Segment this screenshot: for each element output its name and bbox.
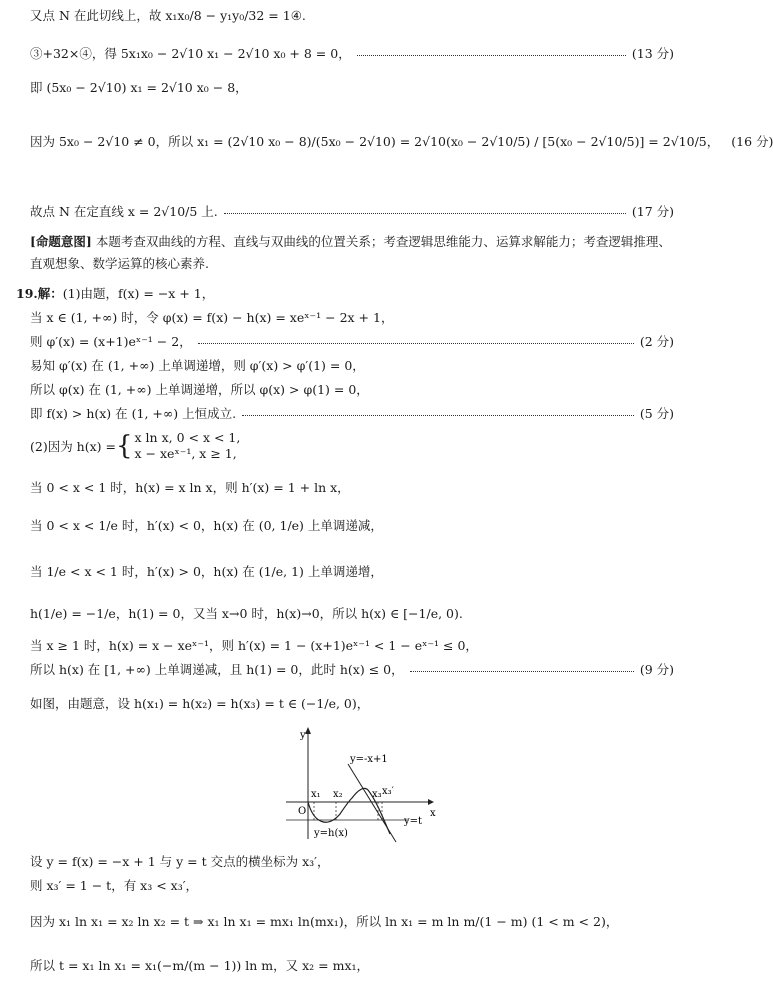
q19-range-h: h(1/e) = −1/e，h(1) = 0，又当 x→0 时，h(x)→0，所以 h(x) ∈ [−1/e, 0). bbox=[30, 606, 463, 621]
score-5: (5 分) bbox=[639, 406, 674, 421]
q19-intersection-def: 设 y = f(x) = −x + 1 与 y = t 交点的横坐标为 x₃′， bbox=[30, 854, 330, 869]
q19-number: 19. bbox=[16, 285, 38, 301]
line-conclusion-fixed-line: 故点 N 在定直线 x = 2√10/5 上. (17 分) bbox=[30, 204, 674, 219]
t-line-label: y=t bbox=[404, 816, 423, 827]
q19-t-expression: 所以 t = x₁ ln x₁ = x₁(−m/(m − 1)) ln m，又 x₂ = mx₁， bbox=[30, 958, 370, 973]
y-axis-arrow-icon bbox=[305, 727, 311, 734]
piecewise-cases: x ln x, 0 < x < 1, x − xeˣ⁻¹, x ≥ 1, bbox=[134, 430, 241, 461]
line-rearranged: 即 (5x₀ − 2√10) x₁ = 2√10 x₀ − 8， bbox=[30, 80, 248, 95]
score-17: (17 分) bbox=[631, 204, 674, 219]
score-9: (9 分) bbox=[639, 662, 674, 677]
q19-phi-increasing: 易知 φ′(x) 在 (1, +∞) 上单调递增，则 φ′(x) > φ′(1) = 0， bbox=[30, 358, 365, 373]
x2-label: x₂ bbox=[333, 789, 343, 800]
q19-phi-positive: 所以 φ(x) 在 (1, +∞) 上单调递增，所以 φ(x) > φ(1) = 0， bbox=[30, 382, 369, 397]
dot-leader bbox=[357, 55, 626, 56]
q19-piecewise-h: (2)因为 h(x) = { x ln x, 0 < x < 1, x − xeˣ⁻¹, x ≥ 1, bbox=[30, 430, 241, 461]
intent-label: [命题意图] bbox=[30, 234, 92, 249]
line-solve-x1: 因为 5x₀ − 2√10 ≠ 0，所以 x₁ = (2√10 x₀ − 8)/(5x₀ − 2√10) = 2√10(x₀ − 2√10/5) / [5(x₀ − 2√10/5)] = 2√10/5， (16 分) bbox=[30, 134, 773, 149]
x1-label: x₁ bbox=[311, 789, 321, 800]
line-tangent-condition: 又点 N 在此切线上，故 x₁x₀/8 − y₁y₀/32 = 1④. bbox=[30, 8, 306, 23]
q19-x3-prime: 则 x₃′ = 1 − t，有 x₃ < x₃′， bbox=[30, 878, 199, 893]
y-axis-label: y bbox=[300, 730, 306, 741]
x-axis-arrow-icon bbox=[428, 799, 434, 805]
x3-prime-label: x₃′ bbox=[382, 786, 394, 797]
q19-header: 19. 解： (1)由题，f(x) = −x + 1， bbox=[16, 285, 215, 301]
curve-label: y=h(x) bbox=[314, 828, 348, 839]
brace-icon: { bbox=[115, 431, 133, 461]
function-graph-figure bbox=[278, 724, 438, 844]
q19-case-small-x: 当 0 < x < 1 时，h(x) = x ln x，则 h′(x) = 1 + ln x， bbox=[30, 480, 350, 495]
q19-phi-def: 当 x ∈ (1, +∞) 时，令 φ(x) = f(x) − h(x) = xeˣ⁻¹ − 2x + 1， bbox=[30, 310, 394, 325]
origin-label: O bbox=[298, 806, 307, 817]
q19-h-decreasing: 所以 h(x) 在 [1, +∞) 上单调递减，且 h(1) = 0，此时 h(x) ≤ 0， (9 分) bbox=[30, 662, 674, 677]
dot-leader bbox=[224, 213, 626, 214]
q19-phi-derivative: 则 φ′(x) = (x+1)eˣ⁻¹ − 2， (2 分) bbox=[30, 334, 674, 349]
dot-leader bbox=[410, 671, 634, 672]
line-label: y=-x+1 bbox=[350, 754, 388, 765]
dot-leader bbox=[242, 415, 634, 416]
q19-increasing: 当 1/e < x < 1 时，h′(x) > 0，h(x) 在 (1/e, 1) 上单调递增， bbox=[30, 564, 383, 579]
q19-solve-label: 解： bbox=[37, 286, 63, 301]
score-16: (16 分) bbox=[731, 134, 773, 149]
q19-decreasing: 当 0 < x < 1/e 时，h′(x) < 0，h(x) 在 (0, 1/e) 上单调递减， bbox=[30, 518, 383, 533]
q19-part1-conclusion: 即 f(x) > h(x) 在 (1, +∞) 上恒成立. (5 分) bbox=[30, 406, 674, 421]
q19-setup-t: 如图，由题意，设 h(x₁) = h(x₂) = h(x₃) = t ∈ (−1/e, 0)， bbox=[30, 696, 370, 711]
intent-text: 本题考查双曲线的方程、直线与双曲线的位置关系；考查逻辑思维能力、运算求解能力；考查逻辑推理、直观想象、数学运算的核心素养. bbox=[30, 234, 671, 271]
line-combine-equations: ③+32×④，得 5x₁x₀ − 2√10 x₁ − 2√10 x₀ + 8 = 0， (13 分) bbox=[30, 46, 674, 61]
score-2: (2 分) bbox=[639, 334, 674, 349]
graph-svg bbox=[278, 724, 438, 844]
dot-leader bbox=[198, 343, 634, 344]
x-axis-label: x bbox=[430, 808, 436, 819]
q19-case-large-x: 当 x ≥ 1 时，h(x) = x − xeˣ⁻¹，则 h′(x) = 1 − (x+1)eˣ⁻¹ < 1 − eˣ⁻¹ ≤ 0， bbox=[30, 638, 478, 653]
x3-label: x₃ bbox=[372, 789, 382, 800]
score-13: (13 分) bbox=[631, 46, 674, 61]
q19-ln-x1: 因为 x₁ ln x₁ = x₂ ln x₂ = t ⇒ x₁ ln x₁ = mx₁ ln(mx₁)，所以 ln x₁ = m ln m/(1 − m) (1 < m < 2)， bbox=[30, 914, 619, 929]
intent-paragraph bbox=[30, 231, 674, 275]
